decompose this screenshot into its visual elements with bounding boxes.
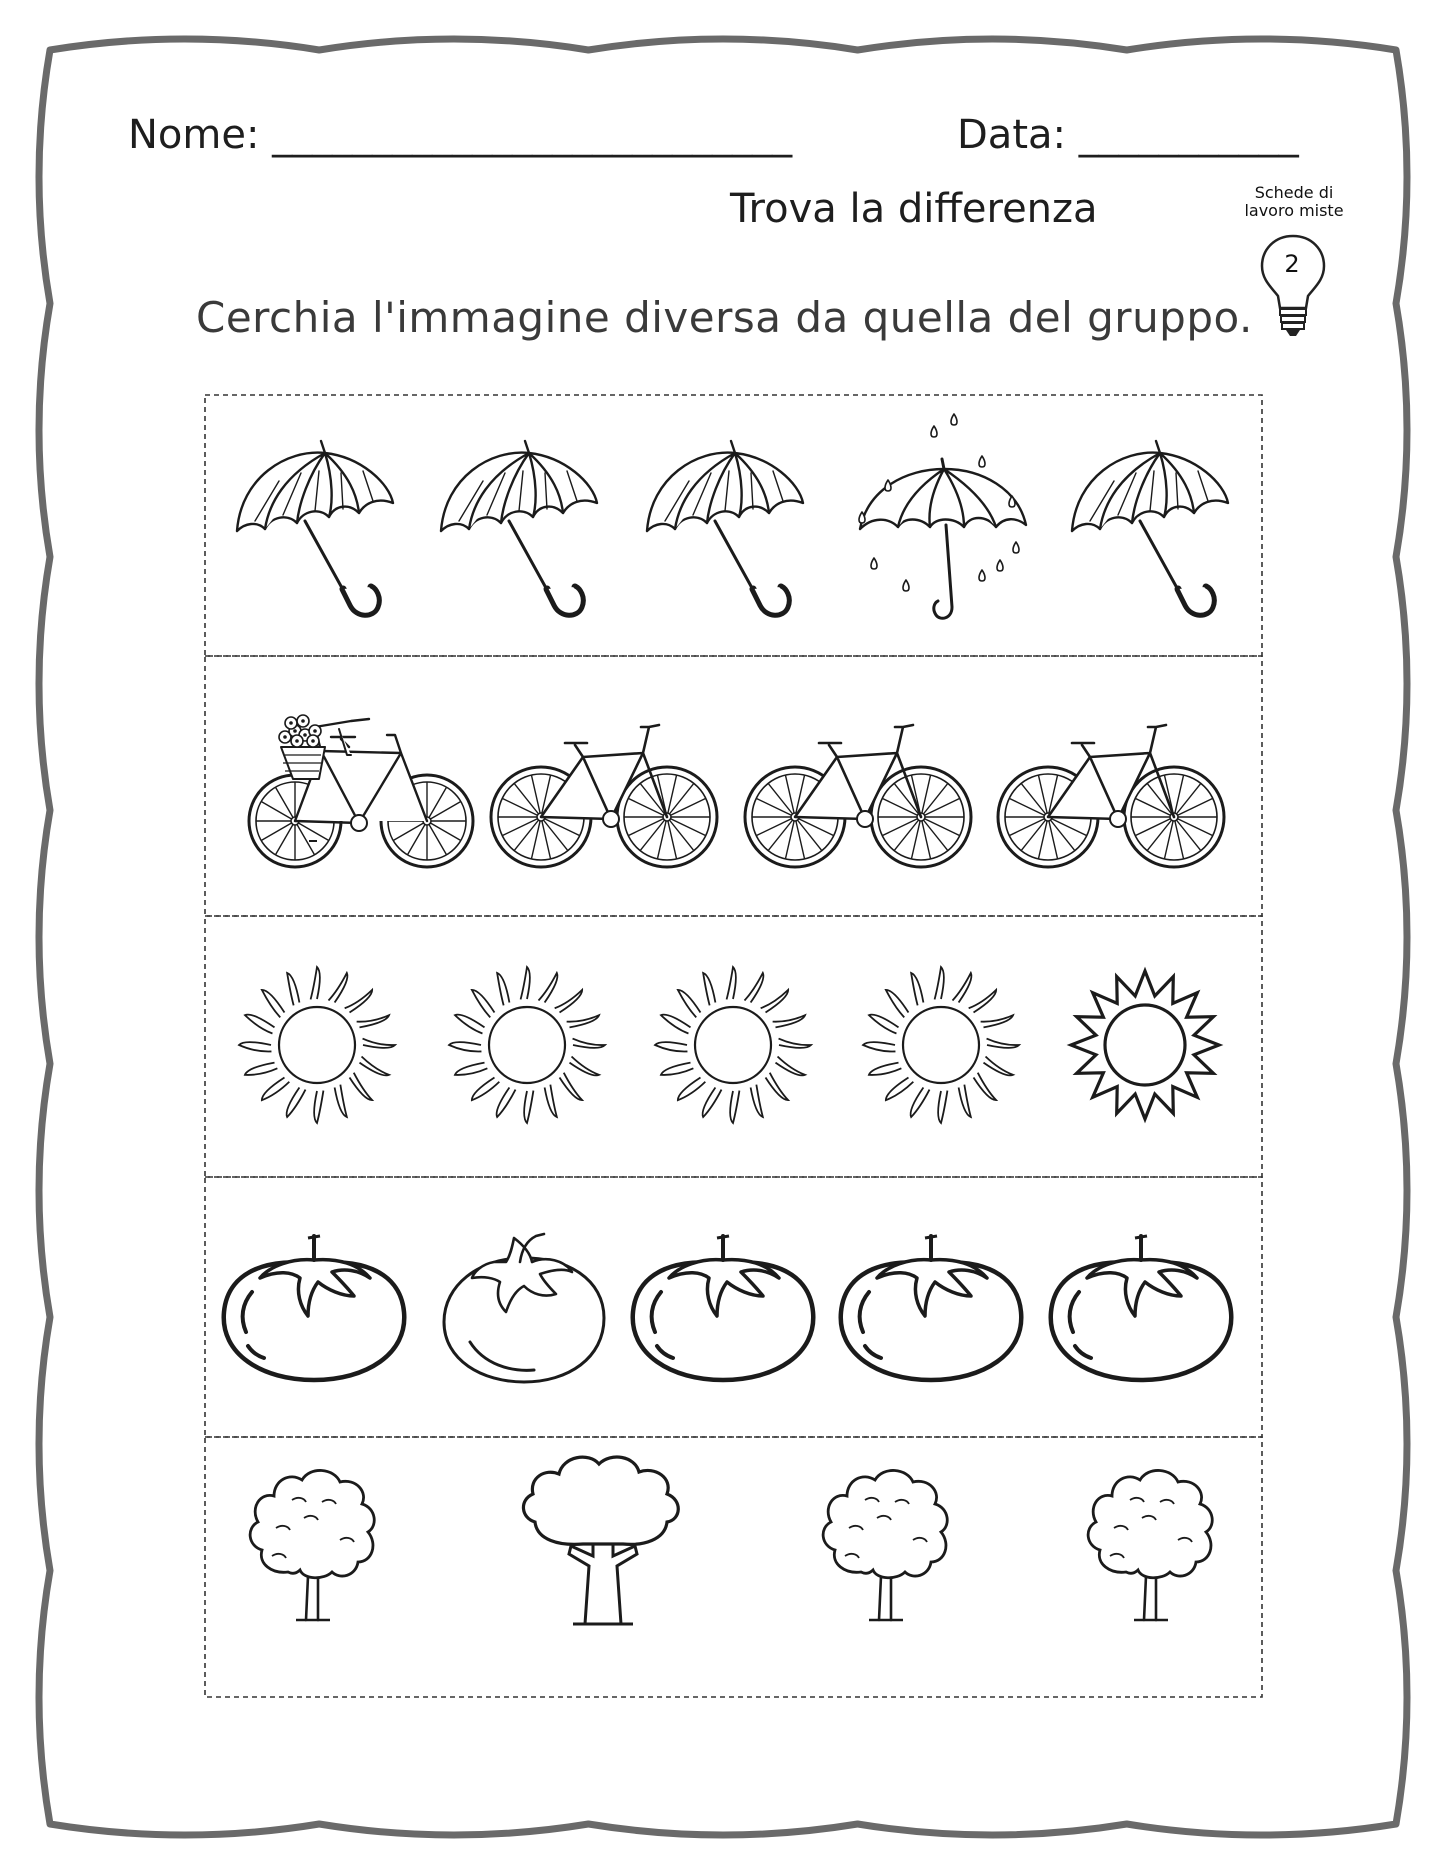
instruction-text: Cerchia l'immagine diversa da quella del gruppo. (196, 293, 1253, 342)
bicycle-icon[interactable] (491, 725, 717, 867)
sun-wavy-icon[interactable] (449, 967, 605, 1123)
tree-icon[interactable] (1088, 1470, 1212, 1620)
row-umbrellas (237, 414, 1228, 618)
sun-wavy-icon[interactable] (239, 967, 395, 1123)
umbrella-icon[interactable] (237, 441, 393, 614)
umbrella-rain-icon[interactable] (859, 414, 1026, 618)
tree-broccoli-icon[interactable] (523, 1457, 678, 1624)
bicycle-basket-icon[interactable] (249, 715, 473, 867)
tree-icon[interactable] (250, 1470, 374, 1620)
badge-line-1: Schede di (1254, 183, 1334, 202)
sun-spiky-icon[interactable] (1071, 971, 1219, 1119)
sun-wavy-icon[interactable] (655, 967, 811, 1123)
worksheet-title: Trova la differenza (730, 186, 1098, 232)
tomato-icon[interactable] (633, 1236, 814, 1380)
badge-line-2: lavoro miste (1244, 201, 1344, 220)
badge-number: 2 (1284, 250, 1300, 278)
bicycle-icon[interactable] (745, 725, 971, 867)
tomato-icon[interactable] (224, 1236, 405, 1380)
date-field-label[interactable]: Data: ___________ (957, 112, 1299, 158)
tomato-icon[interactable] (841, 1236, 1022, 1380)
sun-wavy-icon[interactable] (863, 967, 1019, 1123)
tomato-icon[interactable] (1051, 1236, 1232, 1380)
umbrella-icon[interactable] (1072, 441, 1228, 614)
umbrella-icon[interactable] (441, 441, 597, 614)
tomato-alt-icon[interactable] (444, 1234, 604, 1382)
bicycle-icon[interactable] (998, 725, 1224, 867)
umbrella-icon[interactable] (647, 441, 803, 614)
tree-icon[interactable] (823, 1470, 947, 1620)
row-suns (239, 967, 1219, 1123)
row-bicycles (249, 715, 1224, 867)
row-tomatoes (224, 1234, 1232, 1382)
name-field-label[interactable]: Nome: __________________________ (128, 112, 793, 158)
row-trees (250, 1457, 1212, 1624)
